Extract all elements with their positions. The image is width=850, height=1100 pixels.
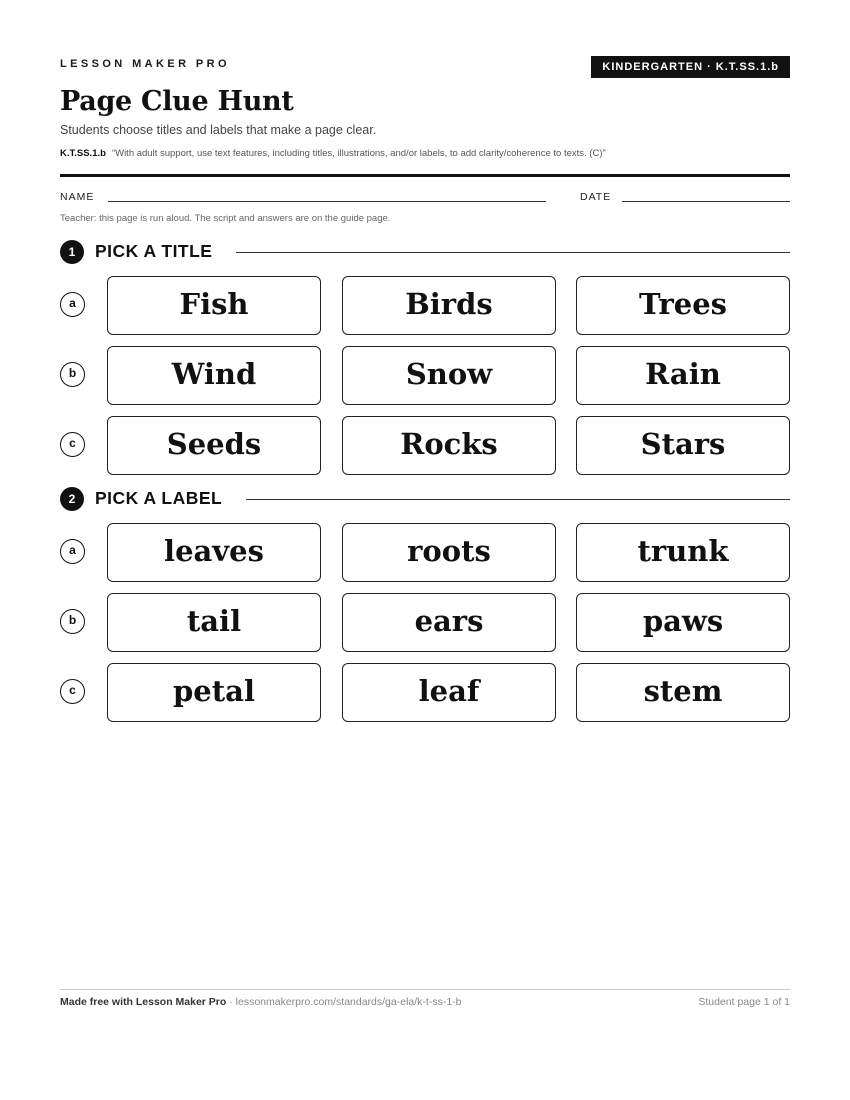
choice-card[interactable]: stem [576, 663, 790, 722]
row-letter-badge: c [60, 432, 85, 457]
date-field[interactable] [622, 201, 790, 202]
section-number-badge: 2 [60, 487, 84, 511]
choice-card[interactable]: Trees [576, 276, 790, 335]
footer-divider [60, 989, 790, 990]
section-divider [236, 252, 790, 253]
row-letter-badge: b [60, 362, 85, 387]
section-divider [246, 499, 790, 500]
choice-card[interactable]: trunk [576, 523, 790, 582]
page-subtitle: Students choose titles and labels that make a page clear. [60, 123, 377, 137]
choice-card[interactable]: Seeds [107, 416, 321, 475]
choice-card[interactable]: Fish [107, 276, 321, 335]
brand-name: LESSON MAKER PRO [60, 58, 230, 70]
teacher-note: Teacher: this page is run aloud. The script and answers are on the guide page. [60, 213, 391, 224]
grade-standard-badge: KINDERGARTEN · K.T.SS.1.b [591, 56, 790, 78]
row-letter-badge: a [60, 539, 85, 564]
choice-card[interactable]: Rain [576, 346, 790, 405]
choice-card[interactable]: Rocks [342, 416, 556, 475]
section-pick-a-title [60, 240, 790, 264]
title-row-c [60, 416, 790, 476]
choice-card[interactable]: petal [107, 663, 321, 722]
name-field[interactable] [108, 201, 546, 202]
section-title: PICK A LABEL [95, 488, 223, 508]
label-row-a [60, 523, 790, 583]
footer [60, 996, 790, 1008]
date-label: DATE [580, 191, 612, 203]
top-bar [60, 56, 790, 78]
choice-card[interactable]: tail [107, 593, 321, 652]
choice-card[interactable]: ears [342, 593, 556, 652]
footer-url[interactable]: lessonmakerpro.com/standards/ga-ela/k-t-ss-1-b [235, 996, 462, 1008]
footer-page-number: Student page 1 of 1 [698, 996, 790, 1008]
page-title: Page Clue Hunt [60, 86, 294, 117]
choice-card[interactable]: roots [342, 523, 556, 582]
standard-text: “With adult support, use text features, including titles, illustrations, and/or labels, to add clarity/coherence to texts. (C)” [111, 148, 606, 159]
title-row-b [60, 346, 790, 406]
name-label: NAME [60, 191, 95, 203]
choice-card[interactable]: Snow [342, 346, 556, 405]
row-letter-badge: b [60, 609, 85, 634]
worksheet-page [60, 0, 790, 1100]
standard-code: K.T.SS.1.b [60, 148, 106, 159]
footer-separator: · [226, 996, 236, 1008]
section-pick-a-label [60, 487, 790, 511]
name-date-row [60, 191, 790, 205]
title-row-a [60, 276, 790, 336]
footer-made-with: Made free with Lesson Maker Pro [60, 996, 227, 1008]
choice-card[interactable]: Birds [342, 276, 556, 335]
header-divider [60, 174, 790, 177]
choice-card[interactable]: Stars [576, 416, 790, 475]
choice-card[interactable]: Wind [107, 346, 321, 405]
section-number-badge: 1 [60, 240, 84, 264]
label-row-b [60, 593, 790, 653]
choice-card[interactable]: paws [576, 593, 790, 652]
row-letter-badge: c [60, 679, 85, 704]
choice-card[interactable]: leaves [107, 523, 321, 582]
standard-statement [60, 148, 606, 159]
choice-card[interactable]: leaf [342, 663, 556, 722]
row-letter-badge: a [60, 292, 85, 317]
section-title: PICK A TITLE [95, 241, 213, 261]
label-row-c [60, 663, 790, 723]
